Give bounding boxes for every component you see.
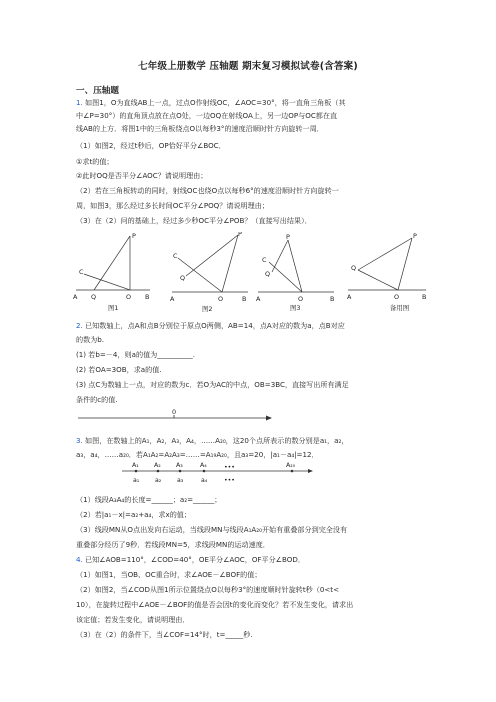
fig2-label-b: B: [242, 295, 247, 303]
q4-line-3: （2）如图2，当∠COD从图1所示位置绕点O以每秒3°的速度顺时针旋转t秒（0<t<: [76, 585, 340, 594]
q2-line-1: 2. 已知数轴上，点A和点B分别位于原点O两侧，AB=14，点A对应的数为a，点B对应: [76, 321, 345, 330]
fig3-label-b: B: [330, 295, 335, 303]
q4-line-5: 该定值；若发生变化，请说明理由．: [76, 615, 190, 624]
q1-line-8: 周，如图3，那么经过多长时间OC平分∠POQ？请说明理由；: [76, 201, 269, 210]
q3-value-a2: a₂: [155, 477, 162, 484]
q1-line-4: （1）如图2，经过t秒后，OP恰好平分∠BOC．: [76, 141, 226, 150]
fig3-label-q: Q: [265, 270, 271, 278]
q2-line-3: (1) 若b=－4，则a的值为__________.: [76, 350, 196, 359]
fig4-label-q: Q: [351, 264, 357, 272]
fig1-label-b: B: [145, 293, 150, 301]
fig4-caption: 备用图: [390, 304, 410, 312]
q2-number: 2.: [76, 321, 83, 330]
fig3-label-p: P: [286, 233, 290, 241]
fig3-label-a: A: [256, 295, 261, 303]
fig1-label-c: C: [79, 268, 84, 276]
q1-line-1: 1. 如图1，O为直线AB上一点，过点O作射线OC，∠AOC=30°，将一直角三角板（其: [76, 98, 346, 107]
fig1-label-o: O: [126, 293, 132, 301]
q3-ellipsis-bottom: •••: [224, 477, 235, 484]
fig4-label-p: P: [413, 232, 417, 240]
q3-point-a20: A₂₀: [286, 462, 296, 469]
fig3-label-o: O: [298, 295, 304, 303]
q2-line-6: 条件的c的值.: [76, 395, 118, 404]
q3-value-a3: a₃: [177, 477, 184, 484]
q3-value-a4: a₄: [201, 477, 208, 484]
q1-line-6: ②此时OQ是否平分∠AOC？请说明理由；: [76, 171, 208, 180]
q3-point-a4: A₄: [200, 462, 207, 469]
fig4-label-o: O: [394, 293, 400, 301]
q1-line-3: 线AB的上方．将图1中的三角板绕点O以每秒3°的速度沿顺时针方向旋转一周．: [76, 124, 324, 133]
q2-line-5: (3) 点C为数轴上一点，对应的数为c．若O为AC的中点，OB=3BC，直接写出所有满足: [76, 380, 349, 389]
q2-number-line: [76, 406, 276, 426]
fig2-label-p: P: [238, 232, 242, 238]
fig4-label-a: A: [347, 293, 352, 301]
q2-origin-label: 0: [172, 408, 177, 416]
q3-point-a2: A₂: [154, 462, 161, 469]
q1-figures: [72, 232, 432, 314]
q4-line-4: 10），在旋转过程中∠AOE－∠BOF的值是否会因t的变化而变化？若不发生变化，请求出: [76, 600, 354, 609]
page-title: 七年级上册数学 压轴题 期末复习模拟试卷(含答案): [138, 61, 358, 72]
q4-line-1: 4. 已知∠AOB=110°，∠COD=40°，OE平分∠AOC，OF平分∠BOD．: [76, 555, 305, 564]
q3-line-5: （3）线段MN从O点出发向右运动，当线段MN与线段A₁A₂₀开始有重叠部分到完全没有: [76, 525, 348, 534]
fig2-caption: 图2: [202, 305, 213, 313]
fig4-label-b: B: [422, 293, 427, 301]
fig1-label-p: P: [132, 232, 136, 240]
fig3-caption: 图3: [290, 304, 301, 312]
q3-line-2: a₃，a₄，……a₂₀．若A₁A₂=A₂A₃=……=A₁₉A₂₀，且a₃=20，|a₁－a₄|=12．: [76, 450, 319, 459]
q3-line-3: （1）线段A₃A₄的长度=______；a₂=______；: [76, 495, 222, 504]
q3-number: 3.: [76, 436, 83, 445]
section-heading: 一、压轴题: [76, 86, 119, 96]
q1-line-5: ①求t的值；: [76, 157, 114, 166]
q3-value-a1: a₁: [133, 477, 140, 484]
q2-line-2: 的数为b.: [76, 335, 105, 344]
q3-line-1: 3. 如图，在数轴上的A₁，A₂，A₃，A₄，……A₂₀，这20个点所表示的数分别是a₁，a₂，: [76, 436, 349, 445]
q3-ellipsis-top: •••: [224, 464, 235, 471]
fig2-label-q: Q: [180, 274, 186, 282]
q4-number: 4.: [76, 555, 83, 564]
q3-point-a1: A₁: [132, 462, 139, 469]
fig1-caption: 图1: [108, 304, 119, 312]
q3-point-a3: A₃: [176, 462, 183, 469]
q4-line-2: （1）如图1，当OB、OC重合时，求∠AOE－∠BOF的值；: [76, 570, 262, 579]
q4-line-6: （3）在（2）的条件下，当∠COF=14°时，t=_____秒.: [76, 630, 253, 639]
fig3-label-c: C: [262, 256, 267, 264]
q1-number: 1.: [76, 98, 83, 107]
fig1-label-a: A: [73, 293, 78, 301]
q1-line-9: （3）在（2）问的基础上，经过多少秒OC平分∠POB？（直接写出结果）．: [76, 216, 312, 225]
q2-answer-blank: __________: [157, 350, 193, 359]
fig1-label-q: Q: [91, 293, 97, 301]
q1-line-2: 中∠P=30°）的直角顶点放在点O处，一边OQ在射线OA上，另一边OP与OC都在直: [76, 111, 338, 120]
fig2-label-c: C: [173, 252, 178, 260]
q3-line-4: （2）若|a₁－x|=a₂+a₄，求x的值；: [76, 510, 191, 519]
fig2-label-o: O: [218, 295, 224, 303]
q3-number-line: [120, 459, 320, 489]
q1-line-7: （2）若在三角板转动的同时，射线OC也绕O点以每秒6°的速度沿顺时针方向旋转一: [76, 186, 339, 195]
q3-line-6: 重叠部分经历了9秒．若线段MN=5，求线段MN的运动速度．: [76, 540, 270, 549]
fig2-label-a: A: [170, 295, 175, 303]
q2-line-4: (2) 若OA=3OB，求a的值.: [76, 365, 162, 374]
